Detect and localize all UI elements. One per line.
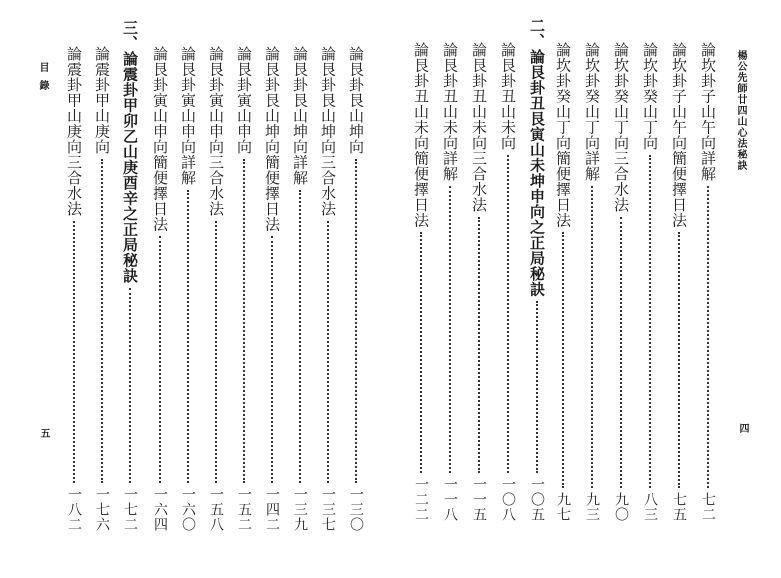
toc-entry[interactable]: 論艮卦寅山申向簡便擇日法 一六四	[151, 46, 169, 532]
toc-entry[interactable]: 論艮卦寅山申向詳解 一六〇	[179, 46, 197, 532]
toc-section-entry[interactable]	[527, 18, 547, 522]
dot-leader	[449, 186, 451, 474]
dot-leader	[562, 232, 564, 488]
toc-entry[interactable]: 論艮卦丑山未向簡便擇日法 一二二	[412, 42, 430, 522]
toc-entry[interactable]: 論艮卦丑山未向 一〇八	[499, 42, 517, 522]
dot-leader	[707, 186, 709, 489]
dot-leader	[649, 155, 651, 489]
section-number: 三、	[121, 20, 139, 51]
dot-leader	[536, 301, 538, 473]
dot-leader	[215, 221, 217, 484]
toc-entry[interactable]: 論艮卦艮山坤向三合水法 一三七	[319, 46, 337, 532]
dot-leader	[327, 221, 329, 484]
page-ref: 九〇	[613, 492, 629, 522]
toc-entry[interactable]: 論艮卦艮山坤向詳解 一三九	[291, 46, 309, 532]
toc-entry[interactable]: 論坎卦子山午向簡便擇日法 七五	[670, 42, 688, 522]
page-ref: 九三	[584, 492, 600, 522]
dot-leader	[73, 221, 75, 484]
toc-entry[interactable]: 論艮卦寅山申向 一五二	[235, 46, 253, 532]
right-page-header: 楊公先師廿四山心法秘訣	[735, 50, 746, 171]
toc-entry[interactable]: 論坎卦癸山丁向 八三	[641, 42, 659, 522]
page-ref: 一六〇	[180, 487, 196, 532]
dot-leader	[478, 217, 480, 474]
page-ref: 一二二	[413, 477, 429, 522]
page-ref: 一三〇	[348, 487, 364, 532]
toc-section-entry[interactable]	[120, 20, 140, 532]
dot-leader	[159, 236, 161, 483]
dot-leader	[187, 190, 189, 484]
dot-leader	[678, 232, 680, 488]
toc-entry[interactable]: 論艮卦丑山未向三合水法 一一五	[470, 42, 488, 522]
page-ref: 一〇八	[500, 477, 516, 522]
section-number: 二、	[528, 18, 546, 49]
toc-entry[interactable]: 論坎卦癸山丁向簡便擇日法 九七	[554, 42, 572, 522]
page-ref: 一一八	[442, 477, 458, 522]
page-ref: 一五八	[208, 487, 224, 532]
dot-leader	[507, 155, 509, 474]
dot-leader	[620, 217, 622, 489]
page-ref: 一六四	[152, 487, 168, 532]
dot-leader	[101, 159, 103, 484]
toc-entry[interactable]: 論艮卦艮山坤向簡便擇日法 一四二	[263, 46, 281, 532]
page-ref: 一〇五	[529, 477, 545, 522]
page-ref: 一七二	[122, 487, 138, 532]
page-ref: 一四二	[264, 487, 280, 532]
page-ref: 一三七	[320, 487, 336, 532]
toc-entry[interactable]: 論艮卦寅山申向三合水法 一五八	[207, 46, 225, 532]
toc-entry[interactable]: 論坎卦子山午向詳解 七二	[699, 42, 717, 522]
page-ref: 九七	[555, 492, 571, 522]
toc-entry[interactable]: 論震卦甲山庚向 一七六	[93, 46, 111, 532]
dot-leader	[355, 159, 357, 484]
page-ref: 七五	[671, 492, 687, 522]
page-ref: 一一五	[471, 477, 487, 522]
page-ref: 八三	[642, 492, 658, 522]
dot-leader	[591, 186, 593, 489]
toc-entry[interactable]: 論坎卦癸山丁向詳解 九三	[583, 42, 601, 522]
page-ref: 一三九	[292, 487, 308, 532]
section-title: 論震卦甲卯乙山庚酉辛之正局秘訣	[121, 51, 139, 284]
toc-entry[interactable]: 論震卦甲山庚向三合水法 一八二	[65, 46, 83, 532]
toc-entry[interactable]: 論艮卦艮山坤向 一三〇	[347, 46, 365, 532]
dot-leader	[243, 159, 245, 484]
left-page-header: 目錄	[37, 62, 48, 98]
dot-leader	[271, 236, 273, 483]
page-ref: 一五二	[236, 487, 252, 532]
page-ref: 一七六	[94, 487, 110, 532]
right-page-number: 四	[737, 423, 748, 433]
dot-leader	[129, 288, 131, 484]
page-ref: 一八二	[66, 487, 82, 532]
toc-entry[interactable]: 論艮卦丑山未向詳解 一一八	[441, 42, 459, 522]
section-title: 論艮卦丑艮寅山未坤申向之正局秘訣	[528, 49, 546, 297]
toc-entry[interactable]: 論坎卦癸山丁向三合水法 九〇	[612, 42, 630, 522]
left-page-number: 五	[38, 428, 49, 438]
page-ref: 七二	[700, 492, 716, 522]
dot-leader	[299, 190, 301, 484]
dot-leader	[420, 232, 422, 473]
